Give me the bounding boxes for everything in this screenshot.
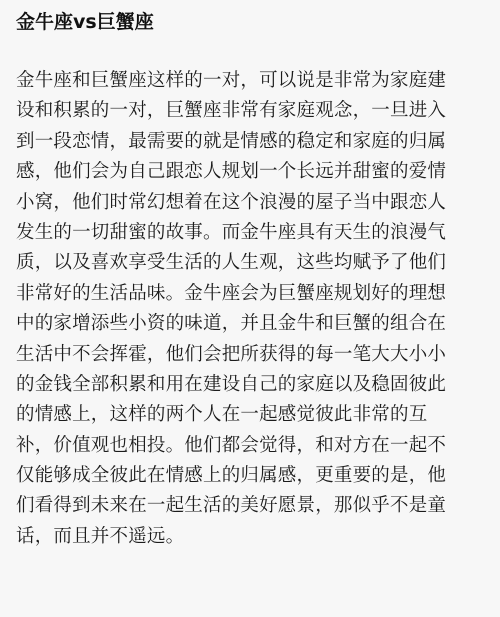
- paragraph-line: 生活中不会挥霍，他们会把所获得的每一笔大大小小: [16, 343, 447, 365]
- paragraph-line: 的金钱全部积累和用在建设自己的家庭以及稳固彼此: [16, 373, 447, 395]
- article-title: 金牛座vs巨蟹座: [16, 11, 154, 33]
- paragraph-line: 们看得到未来在一起生活的美好愿景，那似乎不是童: [16, 495, 447, 517]
- paragraph-line: 非常好的生活品味。金牛座会为巨蟹座规划好的理想: [16, 282, 447, 304]
- paragraph-line: 质，以及喜欢享受生活的人生观，这些均赋予了他们: [16, 252, 447, 274]
- paragraph-line: 仅能够成全彼此在情感上的归属感，更重要的是，他: [16, 465, 447, 487]
- paragraph-line: 金牛座和巨蟹座这样的一对，可以说是非常为家庭建: [16, 70, 447, 91]
- paragraph-line: 发生的一切甜蜜的故事。而金牛座具有天生的浪漫气: [16, 221, 447, 243]
- paragraph-line: 补，价值观也相投。他们都会觉得，和对方在一起不: [16, 434, 447, 456]
- paragraph-line: 话，而且并不遥远。: [16, 525, 185, 547]
- paragraph-line: 设和积累的一对，巨蟹座非常有家庭观念，一旦进入: [16, 100, 447, 122]
- article-paragraph: [16, 66, 486, 552]
- paragraph-line: 的情感上，这样的两个人在一起感觉彼此非常的互: [16, 404, 428, 426]
- paragraph-line: 中的家增添些小资的味道，并且金牛和巨蟹的组合在: [16, 313, 447, 335]
- paragraph-line: 到一段恋情，最需要的就是情感的稳定和家庭的归属: [16, 130, 447, 152]
- paragraph-line: 感，他们会为自己跟恋人规划一个长远并甜蜜的爱情: [16, 161, 447, 183]
- paragraph-line: 小窝，他们时常幻想着在这个浪漫的屋子当中跟恋人: [16, 191, 447, 213]
